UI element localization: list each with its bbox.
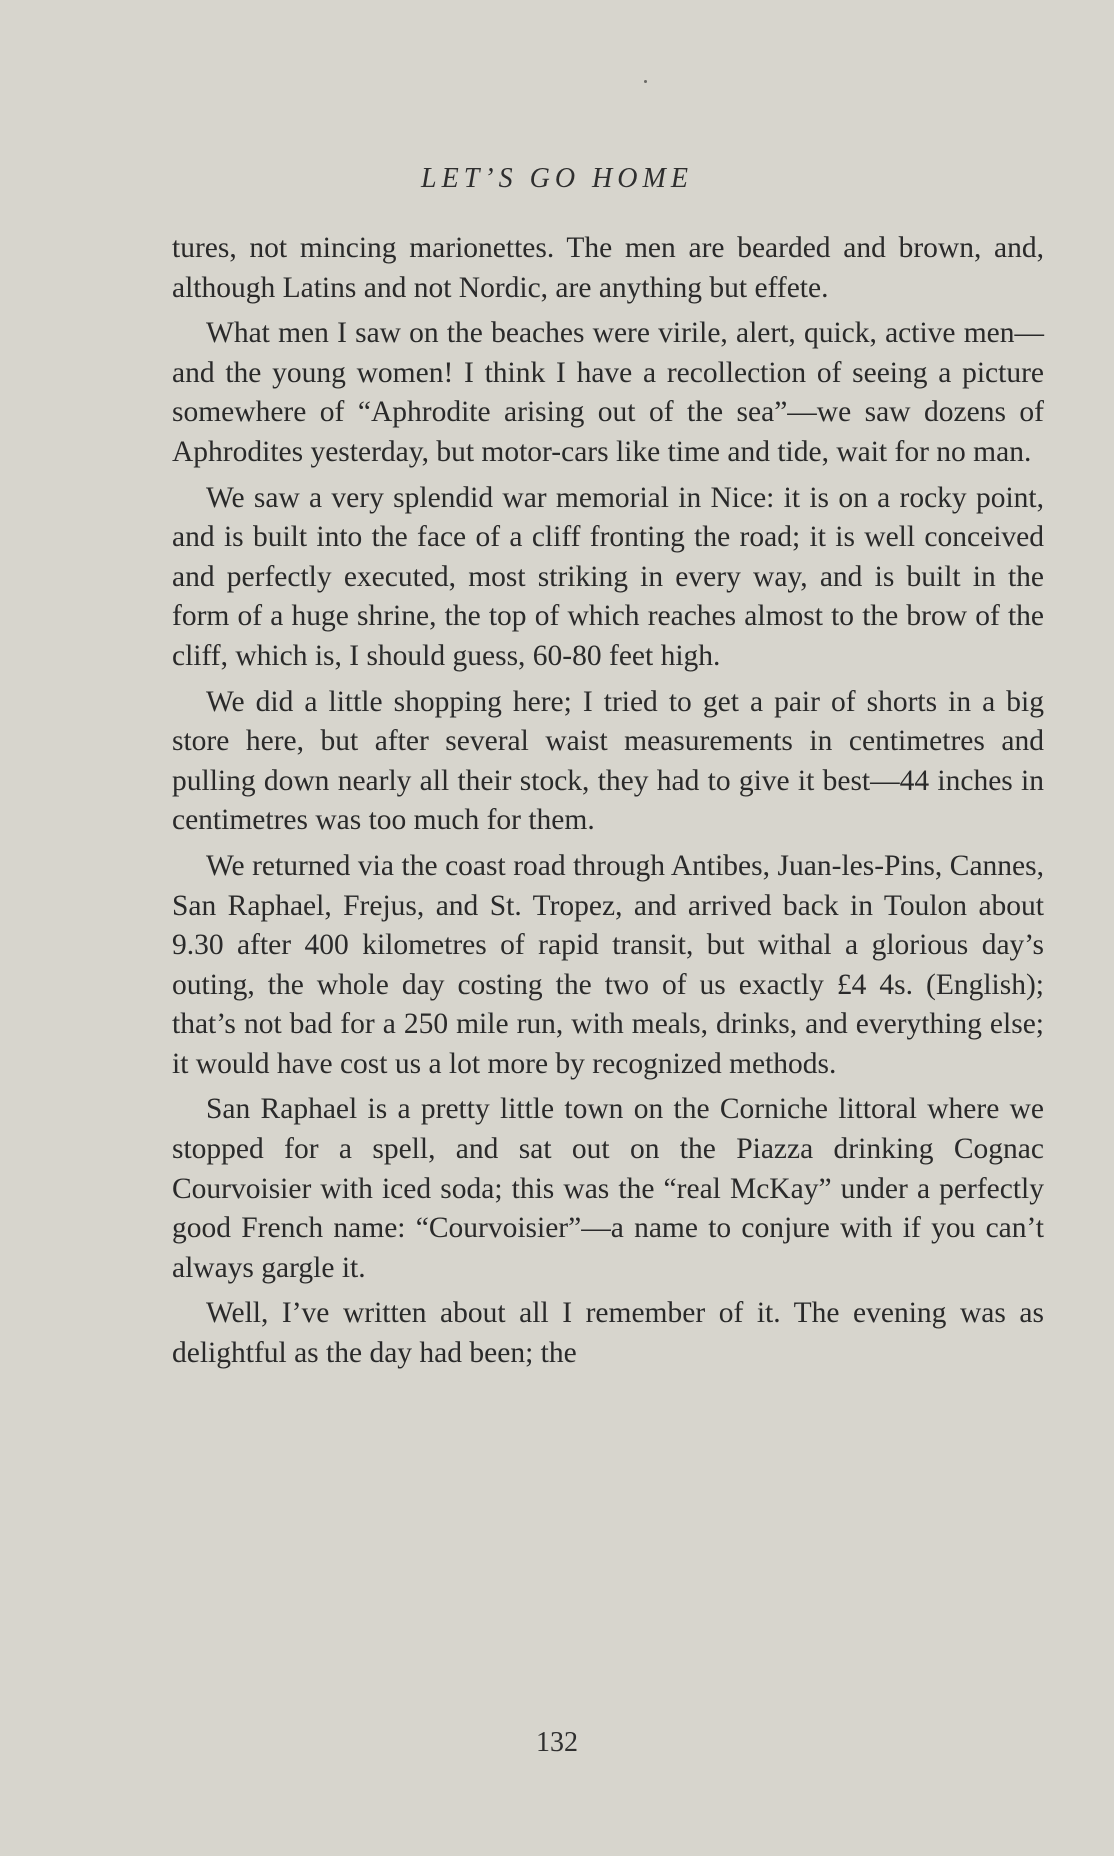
body-text [172,229,1044,1374]
paragraph-6: San Raphael is a pretty little town on the Corniche littoral where we stopped for a spell, and sat out on the Piazza drinking Cognac Courvoisier with iced soda; this was the “real McKay” under a perfectly good French name: “Courvoisier”—a name to conjure with if you can’t always gargle it. [172,1093,1044,1284]
paragraph-7: Well, I’ve written about all I remember of it. The evening was as delightful as the day had been; the [172,1297,1044,1370]
paragraph-1: tures, not mincing marionettes. The men are bearded and brown, and, although Latins and not Nordic, are anything but effete. [172,232,1044,304]
paper-speck [644,80,647,83]
paragraph-5: We returned via the coast road through Antibes, Juan-les-Pins, Cannes, San Raphael, Frejus, and St. Tropez, and arrived back in Toulon about 9.30 after 400 kilometres of rapid transit, but withal a glorious day’s outing, the whole day costing the two of us exactly £4 4s. (English); that’s not bad for a 250 mile run, with meals, drinks, and everything else; it would have cost us a lot more by recognized methods. [172,849,1044,1080]
paragraph-3: We saw a very splendid war memorial in Nice: it is on a rocky point, and is built into the face of a cliff fronting the road; it is well conceived and perfectly executed, most striking in every way, and is built in the form of a huge shrine, the top of which reaches almost to the brow of the cliff, which is, I should guess, 60-80 feet high. [172,481,1044,672]
paragraph-4: We did a little shopping here; I tried to get a pair of shorts in a big store here, but after several waist measurements in centimetres and pulling down nearly all their stock, they had to give it best—44 inches in centimetres was too much for them. [172,685,1044,837]
page-number: 132 [536,1727,578,1758]
paragraph-2: What men I saw on the beaches were virile, alert, quick, active men—and the young women! I think I have a recollection of seeing a picture somewhere of “Aphrodite arising out of the sea”—we saw dozens of Aphrodites yesterday, but motor-cars like time and tide, wait for no man. [172,317,1044,468]
running-head: LET’S GO HOME [421,163,693,194]
